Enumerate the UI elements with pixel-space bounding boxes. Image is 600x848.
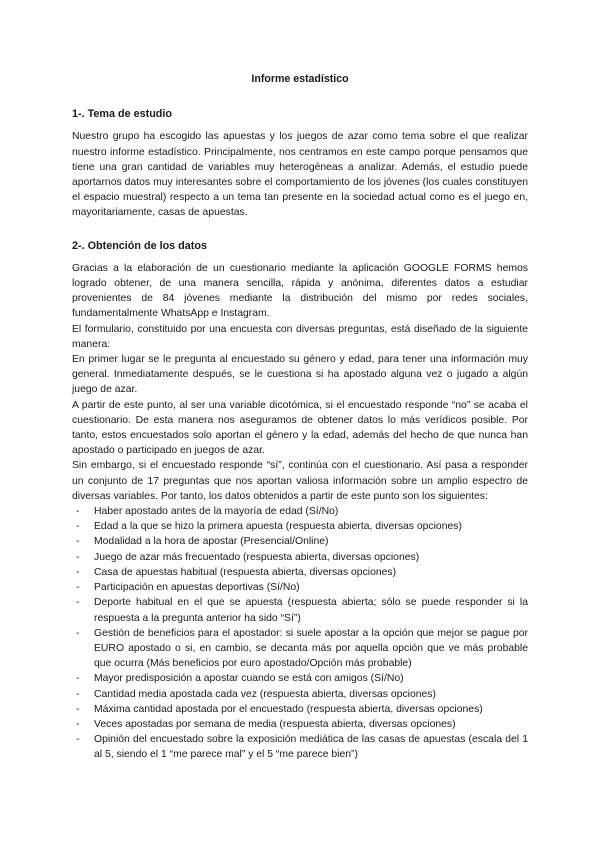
bullet-marker: - xyxy=(76,551,80,563)
list-item-text: Deporte habitual en el que se apuesta (respuesta abierta; sólo se puede responder si la respuesta a la pregunta anterior ha sido “Sí”) xyxy=(94,597,528,624)
list-item-text: Modalidad a la hora de apostar (Presencial/Online) xyxy=(94,536,329,548)
bullet-marker: - xyxy=(76,506,80,518)
list-item xyxy=(72,534,528,549)
bullet-marker: - xyxy=(76,566,80,578)
bullet-marker: - xyxy=(76,536,80,548)
paragraph: Gracias a la elaboración de un cuestionario mediante la aplicación GOOGLE FORMS hemos logrado obtener, de una manera sencilla, rápida y anónima, diferentes datos a estudiar provenientes de 84 jóvenes mediante la distribución del mismo por redes sociales, fundamentalmente WhatsApp e Instagram. xyxy=(72,262,528,320)
list-item xyxy=(72,565,528,580)
document-page xyxy=(72,72,528,781)
section-tema-de-estudio xyxy=(72,107,528,220)
list-item xyxy=(72,595,528,625)
paragraph: El formulario, constituido por una encuesta con diversas preguntas, está diseñado de la siguiente manera: xyxy=(72,323,528,350)
list-item-text: Veces apostadas por semana de media (respuesta abierta, diversas opciones) xyxy=(94,718,456,730)
paragraph: En primer lugar se le pregunta al encuestado su género y edad, para tener una información muy general. Inmediatamente después, se le cuestiona si ha apostado alguna vez o jugado a algún juego de azar. xyxy=(72,354,528,396)
list-item-text: Cantidad media apostada cada vez (respuesta abierta, diversas opciones) xyxy=(94,688,436,700)
list-item-text: Casa de apuestas habitual (respuesta abierta, diversas opciones) xyxy=(94,566,397,578)
list-item-text: Opinión del encuestado sobre la exposición mediática de las casas de apuestas (escala del 1 al 5, siendo el 1 “me parece mal” y el 5 “me parece bien”) xyxy=(94,734,528,761)
list-item-text: Mayor predisposición a apostar cuando se está con amigos (Sí/No) xyxy=(94,673,404,685)
bullet-marker: - xyxy=(76,627,80,639)
bullet-marker: - xyxy=(76,597,80,609)
bullet-marker: - xyxy=(76,582,80,594)
list-item xyxy=(72,626,528,672)
list-item-text: Haber apostado antes de la mayoría de edad (Sí/No) xyxy=(94,506,339,518)
list-item-text: Edad a la que se hizo la primera apuesta (respuesta abierta, diversas opciones) xyxy=(94,521,462,533)
bullet-marker: - xyxy=(76,734,80,746)
bullet-marker: - xyxy=(76,703,80,715)
list-item xyxy=(72,702,528,717)
variables-list xyxy=(72,504,528,762)
bullet-marker: - xyxy=(76,521,80,533)
paragraph: Nuestro grupo ha escogido las apuestas y los juegos de azar como tema sobre el que realizar nuestro informe estadístico. Principalmente, nos centramos en este campo porque pensamos que tiene una gran cantidad de variables muy heterogéneas a analizar. Además, el estudio puede aportarnos datos muy interesantes sobre el comportamiento de los jóvenes (los cuales constituyen el espacio muestral) respecto a un tema tan presente en la sociedad actual como es el juego en, mayoritariamente, casas de apuestas. xyxy=(72,131,528,219)
bullet-marker: - xyxy=(76,718,80,730)
list-item xyxy=(72,717,528,732)
document-title: Informe estadístico xyxy=(251,73,349,85)
list-item xyxy=(72,519,528,534)
list-item-text: Juego de azar más frecuentado (respuesta abierta, diversas opciones) xyxy=(94,551,420,563)
bullet-marker: - xyxy=(76,688,80,700)
list-item-text: Máxima cantidad apostada por el encuestado (respuesta abierta, diversas opciones) xyxy=(94,703,483,715)
section-heading: 1-. Tema de estudio xyxy=(72,108,172,121)
paragraph: Sin embargo, si el encuestado responde “sí”, continúa con el cuestionario. Así pasa a responder un conjunto de 17 preguntas que nos aportan valiosa información sobre un amplio espectro de diversas variables. Por tanto, los datos obtenidos a partir de este punto son los siguientes: xyxy=(72,460,528,502)
list-item xyxy=(72,504,528,519)
paragraph: A partir de este punto, al ser una variable dicotómica, si el encuestado responde “no” se acaba el cuestionario. De esta manera nos aseguramos de obtener datos lo más verídicos posible. Por tanto, estos encuestados solo aportan el género y la edad, además del hecho de que nunca han apostado o participado en juegos de azar. xyxy=(72,399,528,457)
list-item-text: Gestión de beneficios para el apostador: si suele apostar a la opción que mejor se pague por EURO apostado o si, en cambio, se decanta más por aquella opción que ve más probable que ocurra (Más beneficios por euro apostado/Opción más probable) xyxy=(94,627,528,670)
section-obtencion-de-datos xyxy=(72,239,528,763)
list-item-text: Participación en apuestas deportivas (Sí/No) xyxy=(94,582,300,594)
bullet-marker: - xyxy=(76,673,80,685)
list-item xyxy=(72,550,528,565)
list-item xyxy=(72,687,528,702)
section-heading: 2-. Obtención de los datos xyxy=(72,239,207,252)
list-item xyxy=(72,732,528,762)
list-item xyxy=(72,671,528,686)
list-item xyxy=(72,580,528,595)
